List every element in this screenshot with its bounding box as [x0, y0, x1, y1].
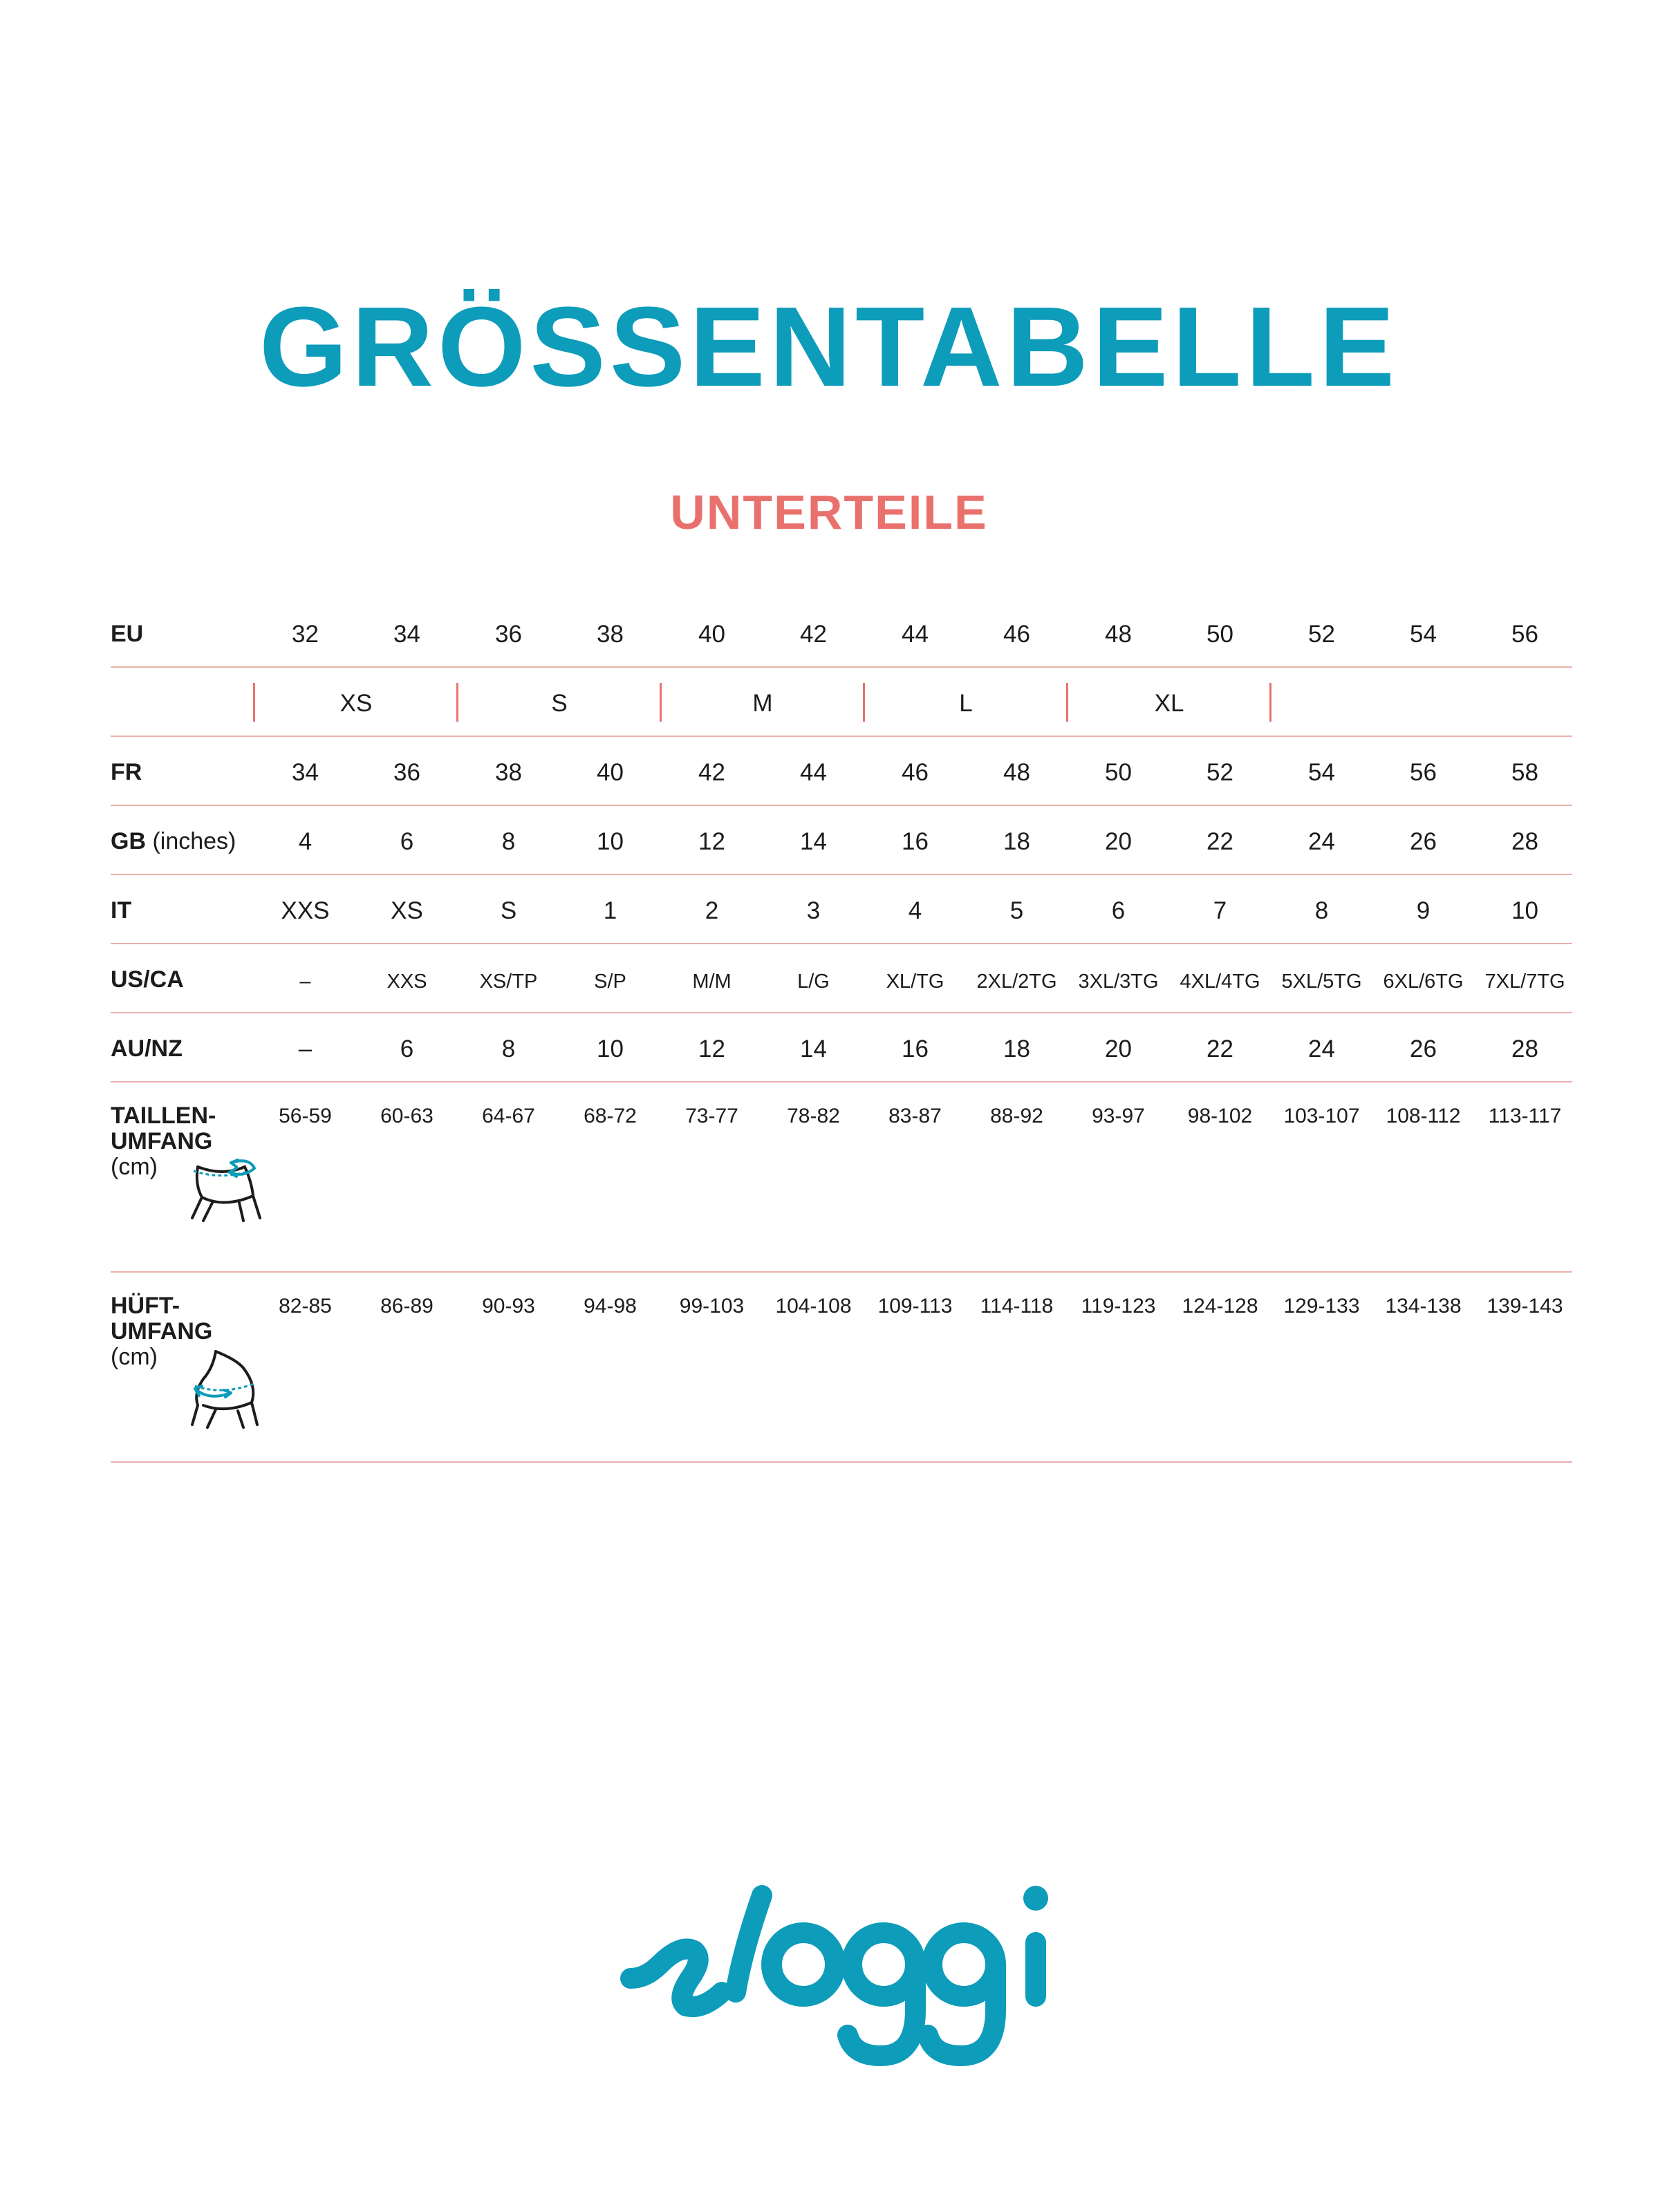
row-label-us-ca: US/CA — [111, 966, 184, 993]
table-cell: 20 — [1105, 1035, 1132, 1062]
table-cell: 54 — [1410, 621, 1437, 648]
table-cell: 40 — [597, 759, 624, 786]
size-label-xl: XL — [1154, 690, 1184, 717]
table-cell: 5XL/5TG — [1281, 971, 1362, 993]
row-label-waist-unit: (cm) — [111, 1154, 158, 1180]
table-cell: 34 — [393, 621, 420, 648]
table-cell: – — [298, 1035, 313, 1062]
table-cell: 36 — [393, 759, 420, 786]
table-cell: 22 — [1207, 828, 1233, 855]
table-cell: 44 — [800, 759, 827, 786]
table-cell: 50 — [1105, 759, 1132, 786]
size-label-xs: XS — [339, 690, 373, 717]
table-cell: 14 — [800, 828, 827, 855]
table-cell: 14 — [800, 1035, 827, 1062]
row-label-fr: FR — [111, 759, 142, 785]
table-row-fr — [111, 737, 1572, 806]
table-cell: 4 — [298, 828, 313, 855]
table-cell: 2XL/2TG — [976, 971, 1057, 993]
sloggi-logo — [618, 1875, 1061, 2096]
table-cell: 38 — [597, 621, 624, 648]
table-cell: 7 — [1213, 897, 1227, 924]
table-cell: S/P — [594, 971, 626, 993]
table-cell: L/G — [797, 971, 830, 993]
row-label-it: IT — [111, 897, 132, 924]
table-cell: 8 — [501, 828, 516, 855]
table-cell: 5 — [1009, 897, 1024, 924]
table-cell: 108-112 — [1386, 1105, 1461, 1127]
table-cell: 104-108 — [775, 1295, 852, 1318]
table-cell: 28 — [1511, 1035, 1538, 1062]
table-cell: 12 — [698, 1035, 725, 1062]
table-cell: XXS — [386, 971, 427, 993]
table-cell: 52 — [1207, 759, 1233, 786]
row-label-hip-line2: UMFANG — [111, 1318, 213, 1344]
table-cell: 24 — [1308, 828, 1335, 855]
table-cell: 26 — [1410, 1035, 1437, 1062]
hip-measure-icon — [188, 1347, 264, 1437]
size-label-l: L — [959, 690, 973, 717]
table-cell: 90-93 — [482, 1295, 535, 1318]
table-cell: 48 — [1003, 759, 1030, 786]
table-row-gb — [111, 806, 1572, 875]
row-label-gb — [111, 830, 236, 853]
size-label-s: S — [551, 690, 568, 717]
table-cell: 3XL/3TG — [1078, 971, 1159, 993]
table-cell: 139-143 — [1487, 1295, 1563, 1318]
table-cell: 6 — [400, 1035, 414, 1062]
table-cell: 78-82 — [787, 1105, 840, 1127]
table-cell: 32 — [292, 621, 319, 648]
table-cell: 18 — [1003, 828, 1030, 855]
table-cell: 36 — [495, 621, 522, 648]
table-cell: 2 — [705, 897, 719, 924]
table-cell: 12 — [698, 828, 725, 855]
table-cell: 18 — [1003, 1035, 1030, 1062]
table-cell: 22 — [1207, 1035, 1233, 1062]
size-table — [111, 599, 1572, 1463]
table-cell: 114-118 — [980, 1295, 1054, 1318]
table-cell: S — [500, 897, 517, 924]
table-cell: 60-63 — [380, 1105, 434, 1127]
table-cell: XS/TP — [479, 971, 538, 993]
table-cell: 88-92 — [990, 1105, 1043, 1127]
table-cell: 38 — [495, 759, 522, 786]
table-cell: 10 — [597, 828, 624, 855]
table-cell: 54 — [1308, 759, 1335, 786]
table-cell: 42 — [698, 759, 725, 786]
page-title: GRÖSSENTABELLE — [259, 283, 1399, 410]
table-cell: 83-87 — [888, 1105, 942, 1127]
table-cell: 40 — [698, 621, 725, 648]
table-row-eu — [111, 599, 1572, 668]
table-cell: 56 — [1511, 621, 1538, 648]
table-cell: 64-67 — [482, 1105, 535, 1127]
table-cell: 9 — [1416, 897, 1431, 924]
table-cell: XS — [391, 897, 423, 924]
table-cell: 1 — [603, 897, 617, 924]
table-cell: 10 — [597, 1035, 624, 1062]
table-cell: 82-85 — [279, 1295, 332, 1318]
table-cell: 73-77 — [685, 1105, 738, 1127]
page-subtitle: UNTERTEILE — [670, 485, 988, 539]
row-label-eu: EU — [111, 621, 144, 647]
table-cell: 26 — [1410, 828, 1437, 855]
table-cell: 46 — [1003, 621, 1030, 648]
table-cell: M/M — [692, 971, 732, 993]
table-cell: 56-59 — [279, 1105, 332, 1127]
table-row-au-nz — [111, 1013, 1572, 1082]
row-label-hip-line1: HÜFT- — [111, 1293, 180, 1319]
table-cell: 124-128 — [1182, 1295, 1258, 1318]
table-cell: 24 — [1308, 1035, 1335, 1062]
table-cell: 52 — [1308, 621, 1335, 648]
table-cell: 20 — [1105, 828, 1132, 855]
table-cell: 50 — [1207, 621, 1233, 648]
table-cell: 113-117 — [1488, 1105, 1562, 1127]
table-cell: 8 — [501, 1035, 516, 1062]
table-cell: 42 — [800, 621, 827, 648]
table-cell: 7XL/7TG — [1484, 971, 1565, 993]
row-label-waist-line1: TAILLEN- — [111, 1103, 216, 1129]
row-label-gb-text: GB — [111, 828, 146, 854]
waist-measure-icon — [188, 1157, 264, 1247]
table-cell: 48 — [1105, 621, 1132, 648]
table-cell: 28 — [1511, 828, 1538, 855]
table-cell: 8 — [1314, 897, 1329, 924]
row-label-waist-line2: UMFANG — [111, 1128, 213, 1154]
table-cell: 34 — [292, 759, 319, 786]
table-cell: 86-89 — [380, 1295, 434, 1318]
table-cell: 6 — [1111, 897, 1126, 924]
row-label-au-nz: AU/NZ — [111, 1035, 183, 1062]
table-cell: 99-103 — [679, 1295, 745, 1318]
table-cell: 56 — [1410, 759, 1437, 786]
table-cell: 103-107 — [1283, 1105, 1360, 1127]
table-cell: 4XL/4TG — [1180, 971, 1260, 993]
table-cell: 68-72 — [584, 1105, 637, 1127]
table-cell: 109-113 — [877, 1295, 953, 1318]
table-cell: – — [299, 971, 311, 993]
table-cell: 93-97 — [1092, 1105, 1145, 1127]
table-cell: 119-123 — [1081, 1295, 1156, 1318]
table-cell: 98-102 — [1187, 1105, 1253, 1127]
table-cell: XL/TG — [886, 971, 944, 993]
table-row-it — [111, 875, 1572, 944]
row-label-gb-unit: (inches) — [146, 828, 236, 854]
table-row-size-letters — [111, 668, 1572, 737]
row-label-hip-unit: (cm) — [111, 1344, 158, 1370]
table-cell: 46 — [902, 759, 929, 786]
size-label-m: M — [752, 690, 773, 717]
table-cell: 4 — [908, 897, 922, 924]
table-cell: 16 — [902, 828, 929, 855]
table-row-us-ca — [111, 944, 1572, 1013]
table-row-hip — [111, 1273, 1572, 1463]
table-cell: 94-98 — [584, 1295, 637, 1318]
table-row-waist — [111, 1082, 1572, 1273]
table-cell: XXS — [281, 897, 330, 924]
table-cell: 6XL/6TG — [1383, 971, 1464, 993]
table-cell: 16 — [902, 1035, 929, 1062]
table-cell: 58 — [1511, 759, 1538, 786]
table-cell: 3 — [806, 897, 821, 924]
table-cell: 6 — [400, 828, 414, 855]
table-cell: 44 — [902, 621, 929, 648]
table-cell: 10 — [1511, 897, 1538, 924]
table-cell: 129-133 — [1283, 1295, 1360, 1318]
table-cell: 134-138 — [1385, 1295, 1462, 1318]
